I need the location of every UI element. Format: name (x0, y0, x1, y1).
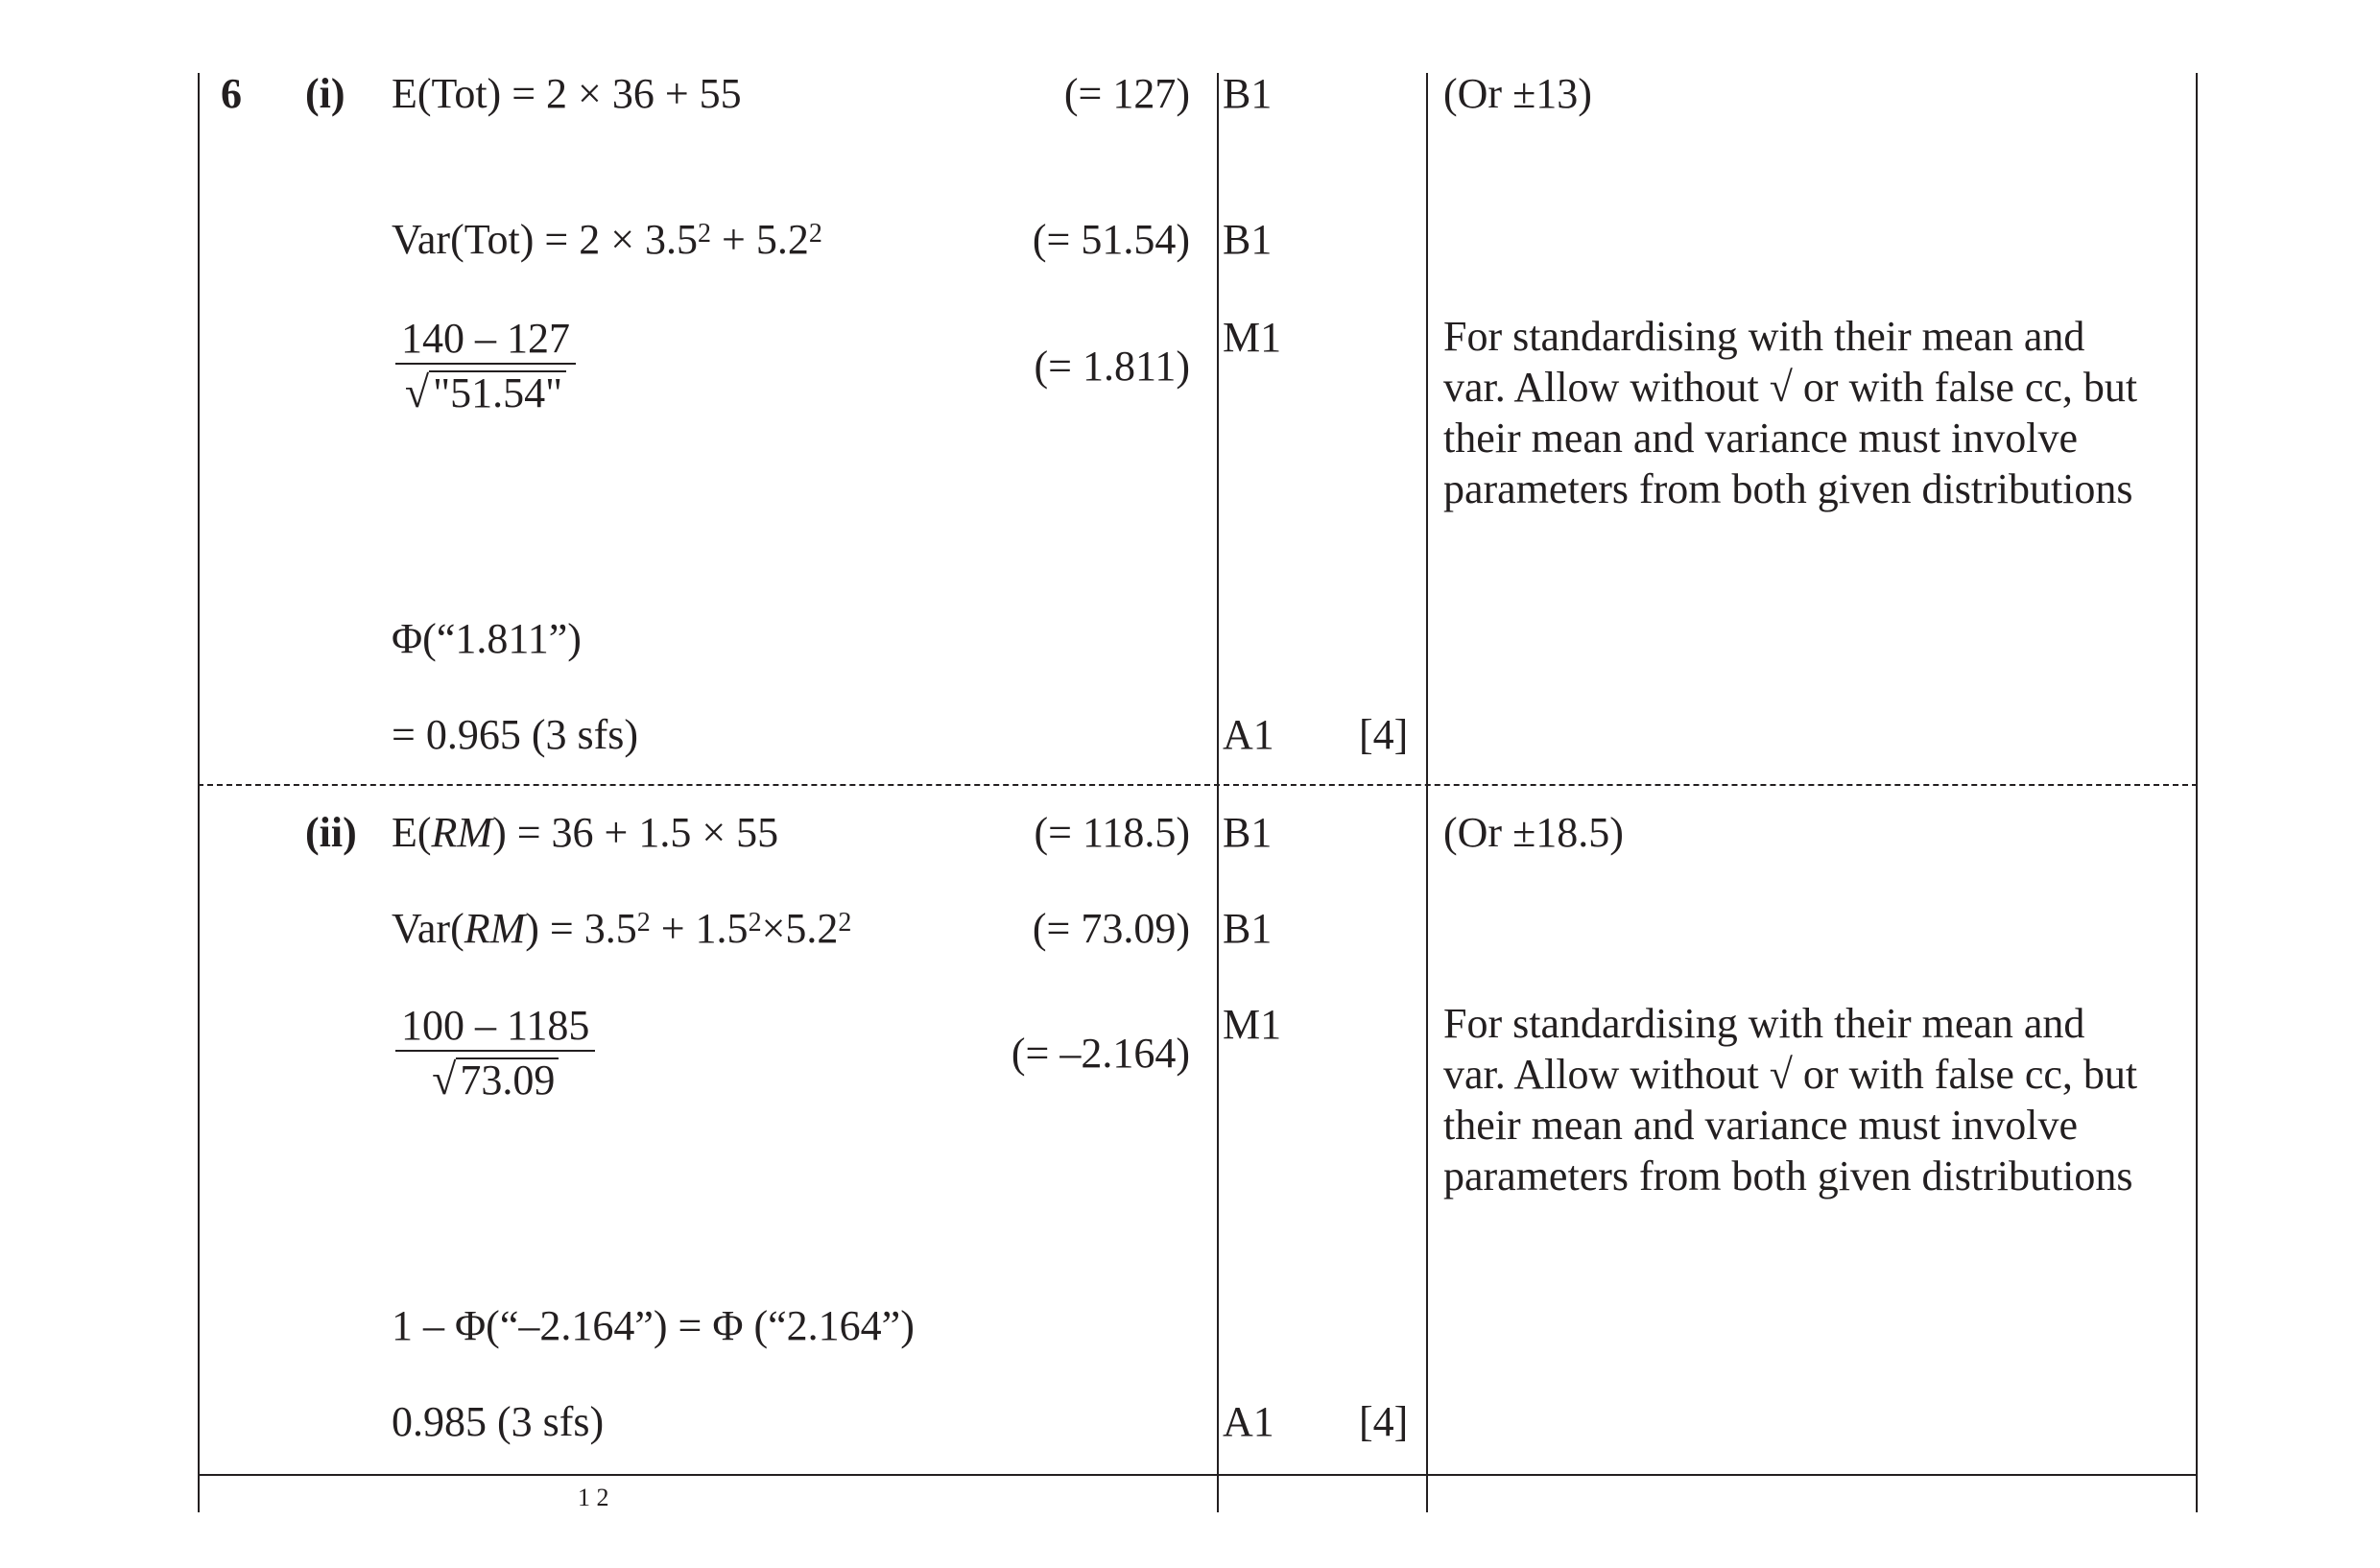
mark-m1: M1 (1223, 1001, 1282, 1048)
fraction-denominator: √73.09 (395, 1056, 595, 1105)
part-label-i: (i) (305, 70, 345, 117)
expectation-note: (Or ±18.5) (1443, 809, 1624, 856)
square-root-icon: √ (432, 1055, 457, 1104)
variance-line: $Var(RM) = 3.5^2 + 1.5^2\times 5.2^2$ (392, 905, 852, 952)
part-divider (198, 784, 2198, 786)
fraction-bar (395, 1050, 595, 1052)
part-total: [4] (1359, 711, 1409, 758)
question-number: 6 (221, 70, 242, 117)
column-divider-marks (1217, 73, 1219, 1512)
mark-b1: B1 (1223, 216, 1273, 263)
mark-b1: B1 (1223, 905, 1273, 952)
standardisation-note: For standardising with their mean and var. Allow without √ or with false cc, but their mean and variance must involve parameters from both given distributions (1443, 313, 2138, 512)
expectation-line: E(RM) = 36 + 1.5 × 55 (392, 809, 779, 856)
table-right-border (2196, 73, 2198, 1512)
variance-result: (= 73.09) (1032, 905, 1190, 952)
fraction-bar (395, 363, 576, 365)
standardisation-result: (= 1.811) (1034, 343, 1190, 390)
variance-result: (= 51.54) (1032, 216, 1190, 263)
part-total: [4] (1359, 1398, 1409, 1445)
expectation-note: (Or ±13) (1443, 70, 1592, 117)
final-answer: 0.985 (3 sfs) (392, 1398, 605, 1445)
part-label-ii: (ii) (305, 809, 357, 856)
fraction-numerator: 100 – 1185 (401, 1002, 590, 1049)
mark-b1: B1 (1223, 809, 1273, 856)
phi-line: Φ(“1.811”) (392, 615, 582, 662)
standardisation-fraction (395, 1002, 595, 1105)
mark-a1: A1 (1223, 711, 1274, 758)
standardisation-result: (= –2.164) (1011, 1030, 1190, 1077)
mark-b1: B1 (1223, 70, 1273, 117)
square-root-icon: √ (404, 368, 430, 416)
variance-line: $Var(Tot) = 2 \times 3.5^2 + 5.2^2$ (392, 216, 822, 263)
bottom-rule (198, 1474, 2198, 1476)
expectation-result: (= 118.5) (1034, 809, 1190, 856)
standardisation-fraction (395, 315, 576, 417)
phi-line: 1 – Φ(“–2.164”) = Φ (“2.164”) (392, 1302, 915, 1349)
expectation-line: E(Tot) = 2 × 36 + 55 (392, 70, 742, 117)
standardisation-note: For standardising with their mean and var. Allow without √ or with false cc, but their mean and variance must involve parameters from both given distributions (1443, 1000, 2138, 1200)
column-divider-notes (1426, 73, 1428, 1512)
fraction-numerator: 140 – 127 (401, 315, 570, 362)
expectation-result: (= 127) (1063, 70, 1190, 117)
mark-m1: M1 (1223, 314, 1282, 361)
cut-off-text: 1 2 (578, 1484, 609, 1511)
final-answer: = 0.965 (3 sfs) (392, 711, 639, 758)
mark-a1: A1 (1223, 1398, 1274, 1445)
table-left-border (198, 73, 200, 1512)
fraction-denominator: √"51.54" (395, 368, 576, 417)
